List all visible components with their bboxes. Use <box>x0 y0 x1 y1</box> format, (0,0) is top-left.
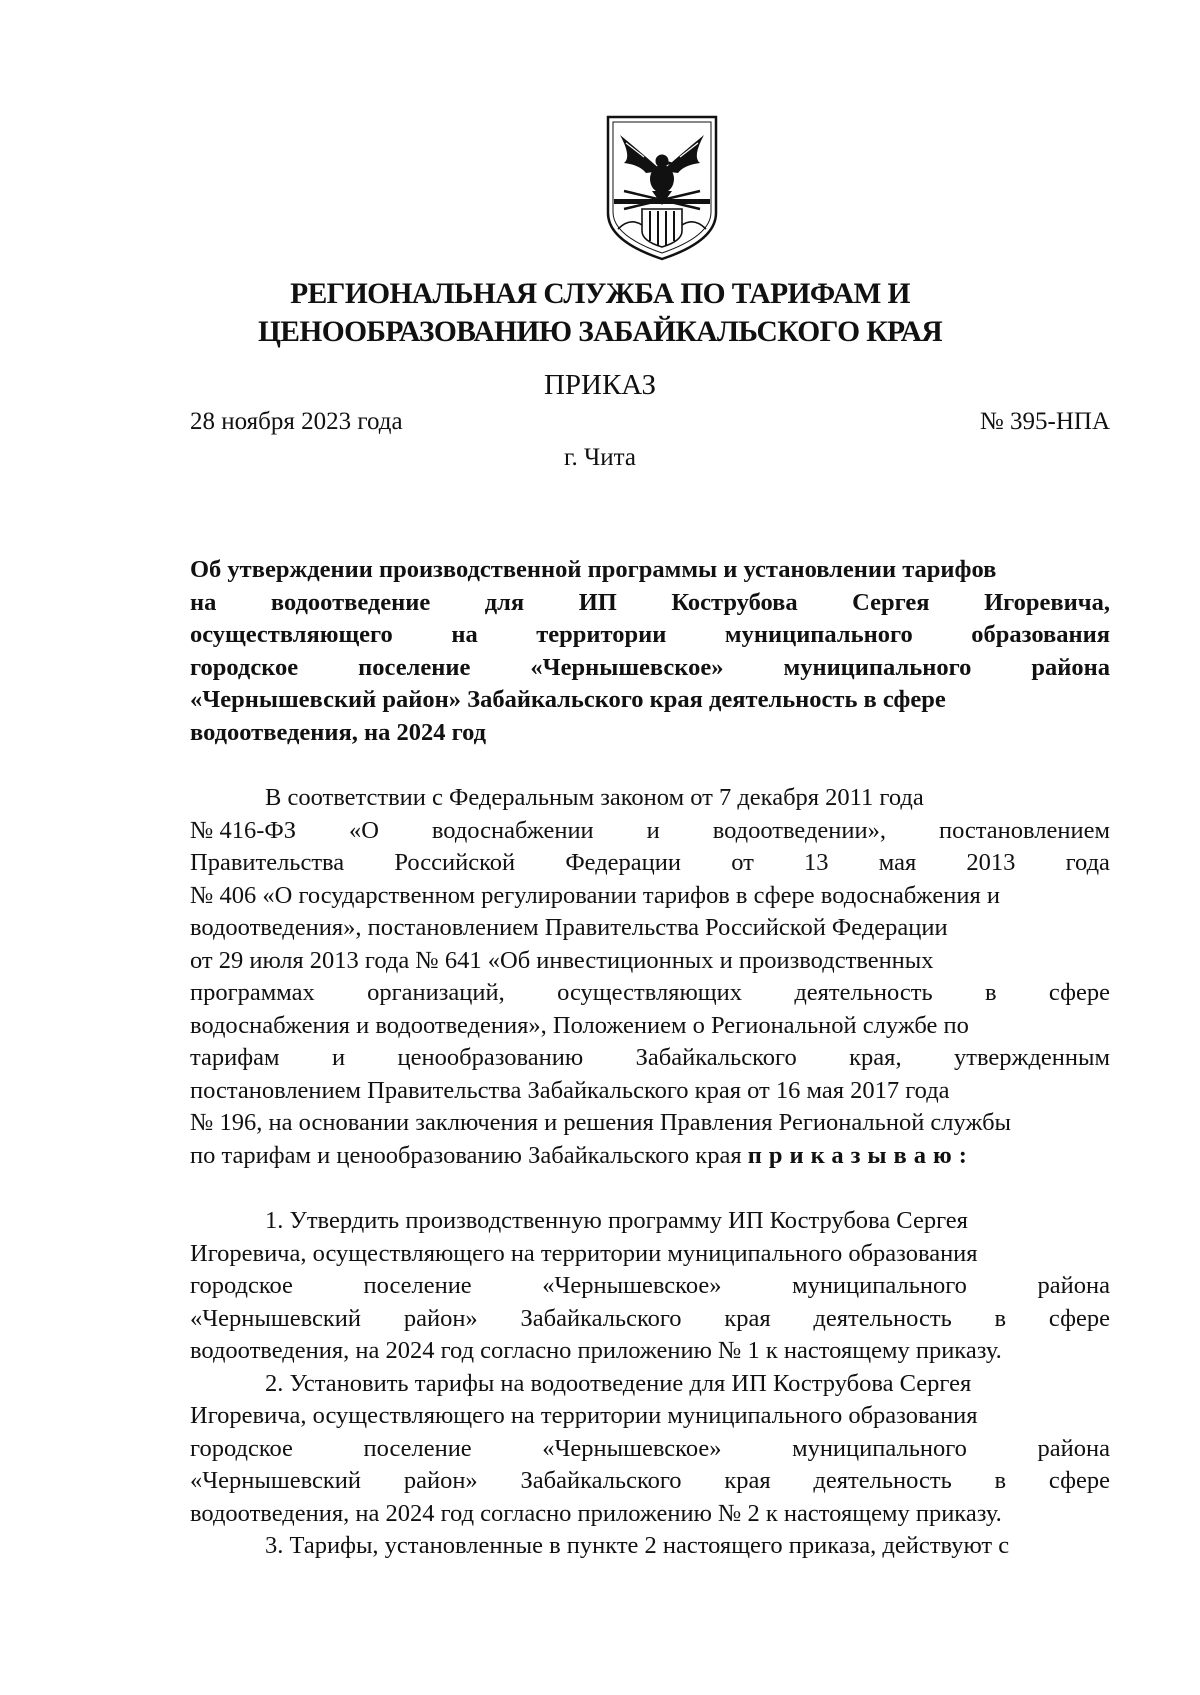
order-word: приказываю: <box>747 1141 974 1169</box>
document-city: г. Чита <box>564 444 636 471</box>
preamble-paragraph <box>190 782 1110 1172</box>
item-2-line: городское поселение «Чернышевское» муниципального района <box>190 1434 1110 1462</box>
document-date: 28 ноября 2023 года <box>190 408 403 435</box>
item-1-line: 1. Утвердить производственную программу ИП Кострубова Сергея <box>265 1207 968 1234</box>
org-name-line-2: ЦЕНООБРАЗОВАНИЮ ЗАБАЙКАЛЬСКОГО КРАЯ <box>257 316 943 348</box>
title-line: на водоотведение для ИП Кострубова Сергея Игоревича, <box>190 588 1110 616</box>
text-line: водоснабжения и водоотведения», Положением о Региональной службе по <box>190 1011 969 1039</box>
item-1-line: «Чернышевский район» Забайкальского края деятельность в сфере <box>190 1304 1110 1332</box>
title-line: «Чернышевский район» Забайкальского края деятельность в сфере <box>190 686 946 713</box>
text-line: от 29 июля 2013 года № 641 «Об инвестиционных и производственных <box>190 946 934 974</box>
order-items <box>190 1205 1110 1563</box>
coat-of-arms-emblem <box>602 113 722 263</box>
text-line: № 196, на основании заключения и решения Правления Региональной службы <box>190 1109 1011 1136</box>
title-line: Об утверждении производственной программы и установлении тарифов <box>190 556 997 583</box>
text-line: водоотведения», постановлением Правительства Российской Федерации <box>190 914 948 941</box>
item-1-line: городское поселение «Чернышевское» муниципального района <box>190 1272 1110 1299</box>
org-name-line-1: РЕГИОНАЛЬНАЯ СЛУЖБА ПО ТАРИФАМ И <box>290 278 910 310</box>
text-line: постановлением Правительства Забайкальского края от 16 мая 2017 года <box>190 1076 950 1104</box>
item-2-line: 2. Установить тарифы на водоотведение для ИП Кострубова Сергея <box>265 1369 972 1397</box>
text-line: № 416-ФЗ «О водоснабжении и водоотведении», постановлением <box>190 816 1110 844</box>
title-line: осуществляющего на территории муниципального образования <box>190 621 1110 648</box>
document-number: № 395-НПА <box>979 408 1110 435</box>
document-type: ПРИКАЗ <box>543 369 657 401</box>
text-line: по тарифам и ценообразованию Забайкальского края приказываю: <box>190 1141 974 1169</box>
document-title <box>190 554 1110 749</box>
text-line: В соответствии с Федеральным законом от 7 декабря 2011 года <box>265 784 924 811</box>
item-2-line: «Чернышевский район» Забайкальского края деятельность в сфере <box>190 1467 1110 1494</box>
item-1-line: Игоревича, осуществляющего на территории муниципального образования <box>190 1239 978 1267</box>
title-line: водоотведения, на 2024 год <box>190 718 487 746</box>
text-line: № 406 «О государственном регулировании тарифов в сфере водоснабжения и <box>190 881 1000 909</box>
item-3-line: 3. Тарифы, установленные в пункте 2 настоящего приказа, действуют с <box>265 1532 1010 1559</box>
item-1-line: водоотведения, на 2024 год согласно приложению № 1 к настоящему приказу. <box>190 1337 1002 1364</box>
text-line: программах организаций, осуществляющих деятельность в сфере <box>190 979 1110 1006</box>
text-line: Правительства Российской Федерации от 13 мая 2013 года <box>190 849 1110 876</box>
text-line: тарифам и ценообразованию Забайкальского края, утвержденным <box>190 1044 1110 1071</box>
item-2-line: водоотведения, на 2024 год согласно приложению № 2 к настоящему приказу. <box>190 1499 1002 1527</box>
item-2-line: Игоревича, осуществляющего на территории муниципального образования <box>190 1402 978 1429</box>
title-line: городское поселение «Чернышевское» муниципального района <box>190 653 1110 681</box>
